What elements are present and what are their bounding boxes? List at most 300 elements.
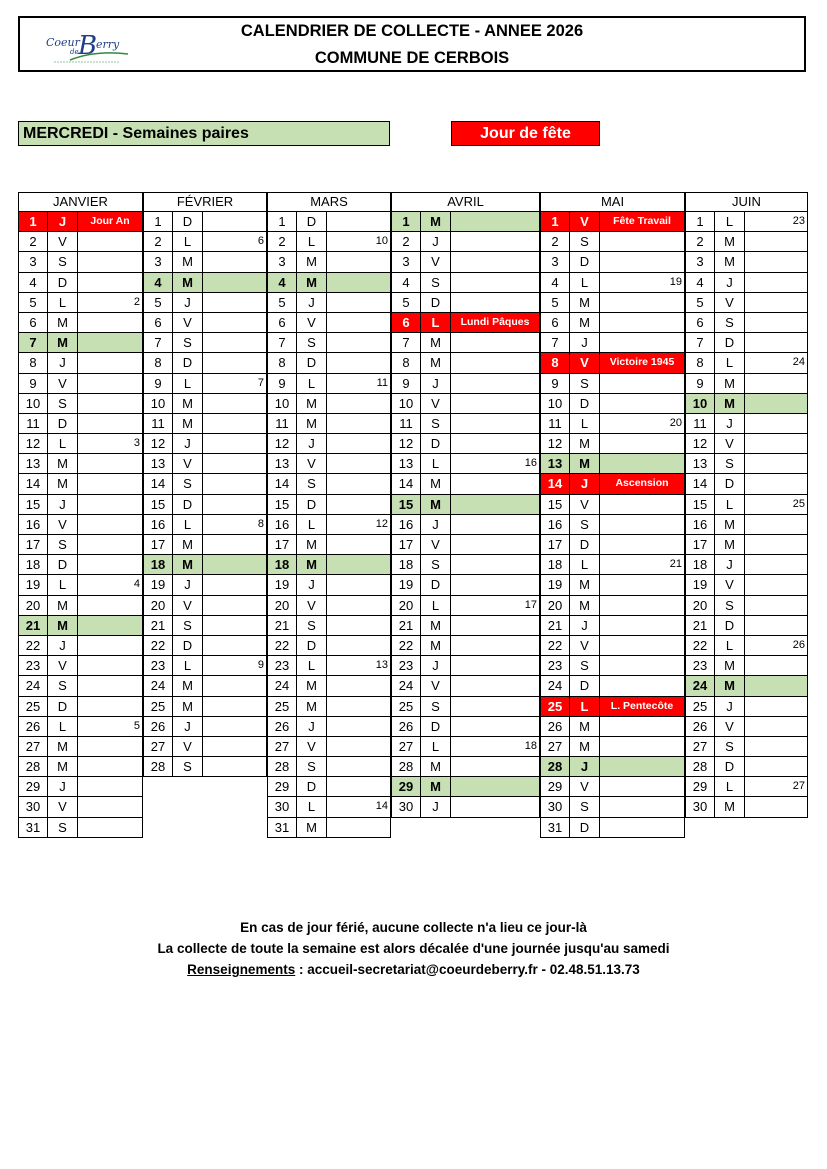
day-row — [18, 232, 143, 252]
day-row — [391, 596, 540, 616]
day-row — [391, 656, 540, 676]
day-row — [267, 454, 391, 474]
day-row — [391, 797, 540, 817]
day-note — [327, 313, 391, 333]
day-row — [143, 656, 267, 676]
day-number: 23 — [540, 656, 570, 676]
day-number: 1 — [267, 212, 297, 232]
day-number: 26 — [540, 717, 570, 737]
day-row — [685, 616, 808, 636]
day-row — [267, 353, 391, 373]
day-letter: V — [570, 353, 600, 373]
month-column — [143, 192, 267, 777]
day-row — [685, 636, 808, 656]
day-number: 12 — [540, 434, 570, 454]
day-number: 30 — [18, 797, 48, 817]
day-row — [685, 515, 808, 535]
day-row — [143, 454, 267, 474]
day-note — [203, 394, 267, 414]
day-row — [267, 616, 391, 636]
day-number: 1 — [685, 212, 715, 232]
day-row — [685, 777, 808, 797]
day-number: 31 — [18, 818, 48, 838]
day-row — [18, 717, 143, 737]
day-note — [451, 434, 540, 454]
day-number: 17 — [391, 535, 421, 555]
day-number: 9 — [540, 374, 570, 394]
day-row — [143, 374, 267, 394]
day-number: 25 — [391, 697, 421, 717]
month-header: FÉVRIER — [143, 192, 267, 212]
day-letter: S — [297, 757, 327, 777]
day-number: 11 — [685, 414, 715, 434]
day-letter: L — [297, 515, 327, 535]
day-note — [78, 273, 143, 293]
day-note: 13 — [327, 656, 391, 676]
day-letter: V — [48, 797, 78, 817]
day-note — [451, 212, 540, 232]
day-note — [203, 616, 267, 636]
day-number: 16 — [685, 515, 715, 535]
day-number: 19 — [18, 575, 48, 595]
day-note — [451, 575, 540, 595]
day-note — [600, 434, 685, 454]
day-letter: M — [715, 515, 745, 535]
day-row — [391, 616, 540, 636]
day-row — [143, 434, 267, 454]
day-note — [327, 394, 391, 414]
day-number: 24 — [391, 676, 421, 696]
day-row — [18, 777, 143, 797]
day-letter: M — [715, 676, 745, 696]
day-note — [745, 757, 808, 777]
day-letter: M — [48, 454, 78, 474]
day-note — [78, 374, 143, 394]
day-note — [203, 596, 267, 616]
day-letter: V — [173, 596, 203, 616]
day-note: 6 — [203, 232, 267, 252]
day-note — [745, 313, 808, 333]
day-letter: D — [173, 353, 203, 373]
day-letter: S — [48, 394, 78, 414]
day-letter: S — [297, 333, 327, 353]
day-number: 6 — [18, 313, 48, 333]
day-letter: M — [48, 474, 78, 494]
day-number: 6 — [267, 313, 297, 333]
day-letter: V — [421, 676, 451, 696]
footer-note-1: En cas de jour férié, aucune collecte n'a lieu ce jour-là — [240, 920, 587, 935]
day-note — [745, 697, 808, 717]
day-note — [203, 535, 267, 555]
day-number: 7 — [267, 333, 297, 353]
day-letter: J — [570, 616, 600, 636]
day-note — [745, 515, 808, 535]
day-letter: V — [715, 434, 745, 454]
day-row — [267, 575, 391, 595]
day-row — [18, 697, 143, 717]
day-note — [327, 737, 391, 757]
day-note — [745, 333, 808, 353]
day-number: 3 — [18, 252, 48, 272]
day-note: Ascension — [600, 474, 685, 494]
day-note — [203, 353, 267, 373]
day-letter: M — [570, 454, 600, 474]
day-letter: M — [421, 777, 451, 797]
day-note — [203, 212, 267, 232]
day-letter: L — [421, 737, 451, 757]
day-letter: M — [297, 676, 327, 696]
day-letter: V — [570, 495, 600, 515]
day-letter: S — [421, 414, 451, 434]
svg-text:B: B — [78, 31, 98, 61]
day-number: 3 — [143, 252, 173, 272]
day-number: 1 — [540, 212, 570, 232]
day-number: 13 — [18, 454, 48, 474]
day-note — [78, 797, 143, 817]
day-note — [327, 777, 391, 797]
day-note — [600, 737, 685, 757]
day-letter: D — [297, 495, 327, 515]
day-row — [391, 777, 540, 797]
day-letter: J — [173, 717, 203, 737]
day-number: 26 — [267, 717, 297, 737]
day-row — [685, 353, 808, 373]
day-note — [451, 414, 540, 434]
day-letter: S — [715, 454, 745, 474]
day-number: 15 — [685, 495, 715, 515]
day-number: 12 — [391, 434, 421, 454]
day-row — [391, 535, 540, 555]
day-note — [327, 596, 391, 616]
day-letter: M — [297, 555, 327, 575]
day-note — [600, 495, 685, 515]
day-letter: D — [297, 777, 327, 797]
day-note — [600, 232, 685, 252]
day-row — [391, 737, 540, 757]
day-note — [327, 353, 391, 373]
day-row — [267, 414, 391, 434]
day-letter: M — [173, 697, 203, 717]
day-row — [143, 676, 267, 696]
day-note — [451, 293, 540, 313]
day-note — [203, 717, 267, 737]
day-letter: J — [48, 777, 78, 797]
day-note — [745, 596, 808, 616]
day-number: 19 — [540, 575, 570, 595]
day-number: 7 — [143, 333, 173, 353]
day-letter: S — [48, 818, 78, 838]
day-note — [78, 757, 143, 777]
day-letter: M — [570, 717, 600, 737]
day-row — [18, 616, 143, 636]
day-number: 11 — [540, 414, 570, 434]
day-note — [327, 454, 391, 474]
day-letter: D — [570, 252, 600, 272]
day-note — [600, 333, 685, 353]
day-letter: V — [173, 313, 203, 333]
day-number: 12 — [18, 434, 48, 454]
day-row — [685, 394, 808, 414]
day-letter: L — [297, 232, 327, 252]
day-number: 2 — [267, 232, 297, 252]
day-number: 4 — [391, 273, 421, 293]
day-number: 7 — [685, 333, 715, 353]
day-note: 12 — [327, 515, 391, 535]
day-row — [18, 495, 143, 515]
day-number: 16 — [540, 515, 570, 535]
contact-label: Renseignements — [187, 962, 296, 977]
day-note — [600, 818, 685, 838]
day-row — [18, 374, 143, 394]
day-number: 19 — [685, 575, 715, 595]
day-number: 20 — [540, 596, 570, 616]
day-letter: M — [570, 293, 600, 313]
day-note — [600, 777, 685, 797]
day-number: 7 — [540, 333, 570, 353]
day-row — [685, 414, 808, 434]
day-note — [451, 676, 540, 696]
day-row — [540, 273, 685, 293]
day-letter: L — [173, 374, 203, 394]
day-note — [451, 394, 540, 414]
day-letter: M — [421, 616, 451, 636]
svg-text:de: de — [70, 48, 79, 56]
day-number: 8 — [685, 353, 715, 373]
day-letter: V — [715, 293, 745, 313]
day-letter: J — [48, 212, 78, 232]
day-number: 20 — [685, 596, 715, 616]
day-note — [600, 252, 685, 272]
day-row — [143, 394, 267, 414]
day-note — [451, 757, 540, 777]
day-number: 21 — [267, 616, 297, 636]
day-letter: V — [297, 313, 327, 333]
day-row — [267, 273, 391, 293]
day-note — [327, 273, 391, 293]
day-number: 27 — [391, 737, 421, 757]
day-letter: D — [48, 555, 78, 575]
day-number: 10 — [267, 394, 297, 414]
day-letter: S — [570, 797, 600, 817]
day-letter: J — [570, 474, 600, 494]
day-row — [267, 394, 391, 414]
day-letter: L — [570, 273, 600, 293]
day-note — [451, 656, 540, 676]
day-letter: D — [570, 818, 600, 838]
day-number: 13 — [540, 454, 570, 474]
day-letter: V — [421, 535, 451, 555]
day-letter: M — [173, 676, 203, 696]
day-letter: V — [48, 374, 78, 394]
day-note: 2 — [78, 293, 143, 313]
day-row — [685, 232, 808, 252]
day-row — [18, 212, 143, 232]
day-row — [18, 596, 143, 616]
day-letter: V — [715, 717, 745, 737]
month-column — [18, 192, 143, 838]
day-row — [267, 252, 391, 272]
day-row — [540, 414, 685, 434]
day-letter: M — [570, 434, 600, 454]
day-row — [540, 252, 685, 272]
day-row — [18, 656, 143, 676]
day-number: 30 — [685, 797, 715, 817]
day-note — [745, 374, 808, 394]
day-note — [327, 575, 391, 595]
day-note — [203, 474, 267, 494]
day-letter: D — [173, 636, 203, 656]
day-note — [745, 434, 808, 454]
day-row — [143, 616, 267, 636]
day-number: 7 — [391, 333, 421, 353]
day-row — [391, 374, 540, 394]
day-note — [78, 676, 143, 696]
day-note — [78, 252, 143, 272]
day-row — [391, 252, 540, 272]
day-letter: S — [570, 515, 600, 535]
day-note — [203, 636, 267, 656]
day-row — [391, 293, 540, 313]
day-letter: S — [173, 474, 203, 494]
day-letter: L — [570, 697, 600, 717]
day-row — [540, 394, 685, 414]
day-number: 25 — [267, 697, 297, 717]
day-number: 4 — [143, 273, 173, 293]
day-note — [78, 495, 143, 515]
day-note — [327, 555, 391, 575]
day-note: Fête Travail — [600, 212, 685, 232]
day-letter: M — [173, 252, 203, 272]
day-letter: S — [570, 656, 600, 676]
day-letter: L — [48, 293, 78, 313]
day-note: 23 — [745, 212, 808, 232]
day-note: 26 — [745, 636, 808, 656]
day-letter: S — [570, 374, 600, 394]
day-note — [600, 616, 685, 636]
day-row — [391, 394, 540, 414]
day-letter: M — [715, 374, 745, 394]
day-number: 6 — [540, 313, 570, 333]
day-note — [327, 414, 391, 434]
day-number: 14 — [685, 474, 715, 494]
day-number: 22 — [685, 636, 715, 656]
day-number: 30 — [540, 797, 570, 817]
month-header: AVRIL — [391, 192, 540, 212]
day-row — [267, 293, 391, 313]
day-note — [203, 495, 267, 515]
day-number: 21 — [18, 616, 48, 636]
day-number: 27 — [540, 737, 570, 757]
day-row — [685, 252, 808, 272]
day-letter: M — [48, 737, 78, 757]
day-note — [327, 676, 391, 696]
day-letter: D — [297, 636, 327, 656]
day-number: 16 — [267, 515, 297, 535]
day-letter: M — [570, 575, 600, 595]
day-note — [327, 757, 391, 777]
day-row — [143, 293, 267, 313]
footer-note-2: La collecte de toute la semaine est alors décalée d'une journée jusqu'au samedi — [157, 941, 670, 956]
day-row — [540, 818, 685, 838]
day-number: 8 — [267, 353, 297, 373]
day-letter: M — [421, 474, 451, 494]
day-row — [685, 374, 808, 394]
day-number: 24 — [540, 676, 570, 696]
day-row — [685, 697, 808, 717]
day-letter: J — [48, 353, 78, 373]
day-number: 21 — [391, 616, 421, 636]
day-letter: D — [48, 273, 78, 293]
day-letter: M — [48, 596, 78, 616]
day-number: 3 — [391, 252, 421, 272]
day-number: 28 — [18, 757, 48, 777]
day-number: 5 — [18, 293, 48, 313]
day-row — [391, 515, 540, 535]
day-number: 11 — [391, 414, 421, 434]
day-number: 2 — [391, 232, 421, 252]
day-row — [540, 656, 685, 676]
day-number: 20 — [267, 596, 297, 616]
day-number: 23 — [391, 656, 421, 676]
day-number: 15 — [143, 495, 173, 515]
day-row — [143, 232, 267, 252]
day-letter: D — [48, 697, 78, 717]
day-number: 1 — [143, 212, 173, 232]
day-row — [391, 717, 540, 737]
day-letter: J — [48, 636, 78, 656]
day-note: Victoire 1945 — [600, 353, 685, 373]
day-row — [540, 575, 685, 595]
day-letter: V — [48, 515, 78, 535]
day-row — [540, 555, 685, 575]
day-row — [267, 212, 391, 232]
day-letter: M — [297, 697, 327, 717]
day-letter: L — [48, 717, 78, 737]
day-letter: L — [173, 515, 203, 535]
day-number: 5 — [540, 293, 570, 313]
day-note — [451, 374, 540, 394]
day-number: 28 — [143, 757, 173, 777]
day-note — [327, 293, 391, 313]
day-row — [540, 495, 685, 515]
day-row — [18, 293, 143, 313]
day-note — [745, 575, 808, 595]
day-number: 15 — [18, 495, 48, 515]
day-number: 11 — [18, 414, 48, 434]
day-number: 20 — [391, 596, 421, 616]
footer-contact — [0, 962, 827, 977]
day-number: 16 — [18, 515, 48, 535]
day-row — [143, 252, 267, 272]
day-letter: V — [570, 777, 600, 797]
day-note — [600, 293, 685, 313]
month-header: JUIN — [685, 192, 808, 212]
day-row — [540, 333, 685, 353]
day-note — [745, 293, 808, 313]
day-note — [451, 777, 540, 797]
day-row — [18, 636, 143, 656]
day-row — [685, 293, 808, 313]
day-note — [451, 616, 540, 636]
day-note — [203, 414, 267, 434]
day-letter: V — [297, 454, 327, 474]
day-row — [18, 474, 143, 494]
day-letter: L — [715, 212, 745, 232]
day-number: 26 — [18, 717, 48, 737]
day-number: 4 — [540, 273, 570, 293]
day-note — [600, 676, 685, 696]
day-note — [203, 575, 267, 595]
